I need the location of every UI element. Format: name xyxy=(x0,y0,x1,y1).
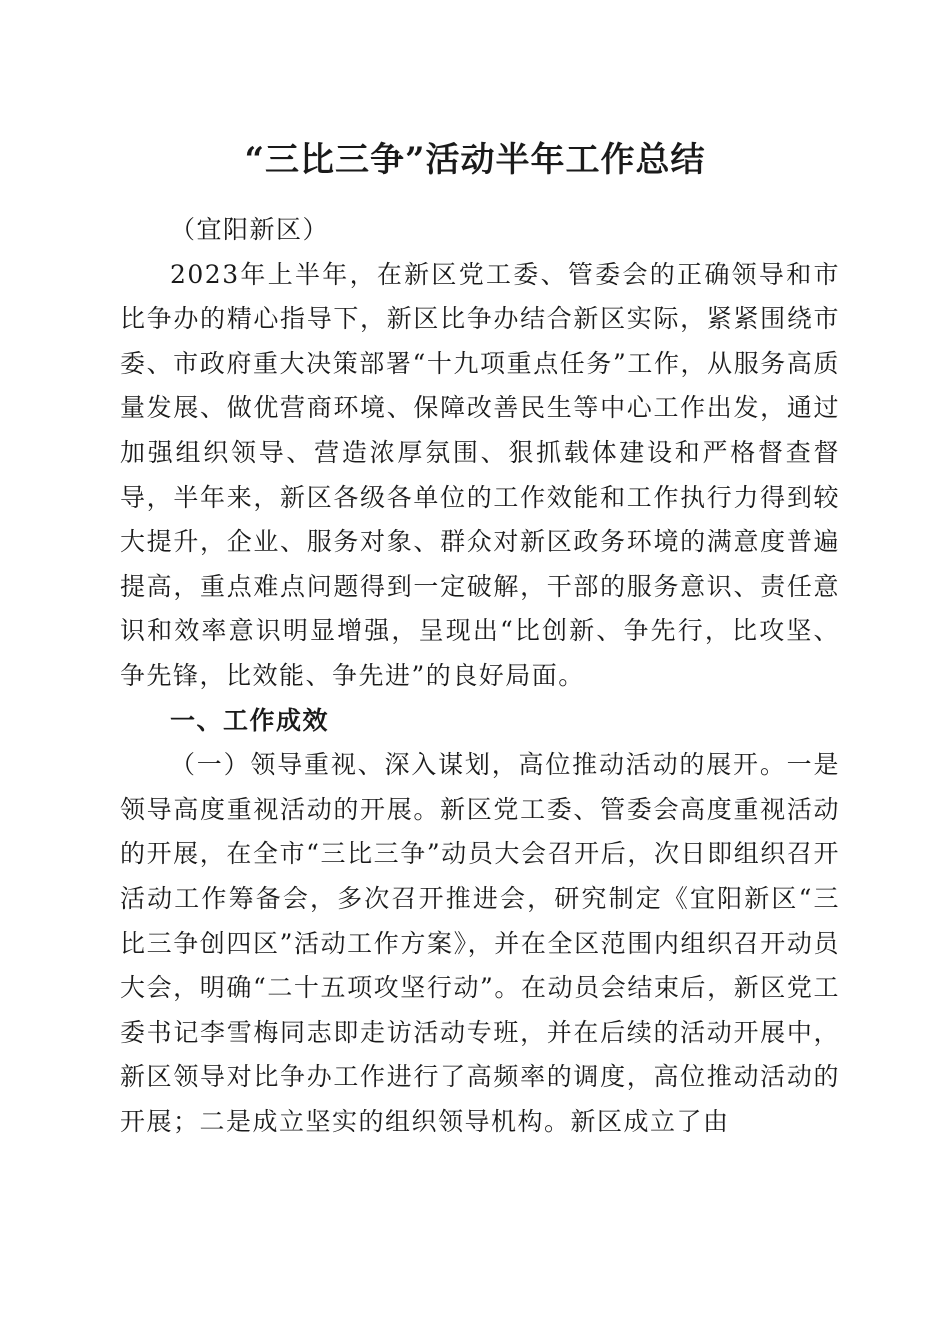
section-heading: 一、工作成效 xyxy=(170,705,330,735)
body-paragraph: （一）领导重视、深入谋划，高位推动活动的展开。一是领导高度重视活动的开展。新区党工委、管委会高度重视活动的开展，在全市“三比三争”动员大会召开后，次日即组织召开活动工作筹备会，多次召开推进会，研究制定《宜阳新区“三比三争创四区”活动工作方案》，并在全区范围内组织召开动员大会，明确“二十五项攻坚行动”。在动员会结束后，新区党工委书记李雪梅同志即走访活动专班，并在后续的活动开展中，新区领导对比争办工作进行了高频率的调度，高位推动活动的开展；二是成立坚实的组织领导机构。新区成立了由 xyxy=(120,750,840,1136)
author-line: （宜阳新区） xyxy=(170,215,330,244)
document-title: “三比三争”活动半年工作总结 xyxy=(244,140,706,180)
document-body xyxy=(120,208,840,1144)
intro-paragraph: 2023年上半年，在新区党工委、管委会的正确领导和市比争办的精心指导下，新区比争办结合新区实际，紧紧围绕市委、市政府重大决策部署“十九项重点任务”工作，从服务高质量发展、做优营商环境、保障改善民生等中心工作出发，通过加强组织领导、营造浓厚氛围、狠抓载体建设和严格督查督导，半年来，新区各级各单位的工作效能和工作执行力得到较大提升，企业、服务对象、群众对新区政务环境的满意度普遍提高，重点难点问题得到一定破解，干部的服务意识、责任意识和效率意识明显增强，呈现出“比创新、争先行，比攻坚、争先锋，比效能、争先进”的良好局面。 xyxy=(120,259,840,690)
